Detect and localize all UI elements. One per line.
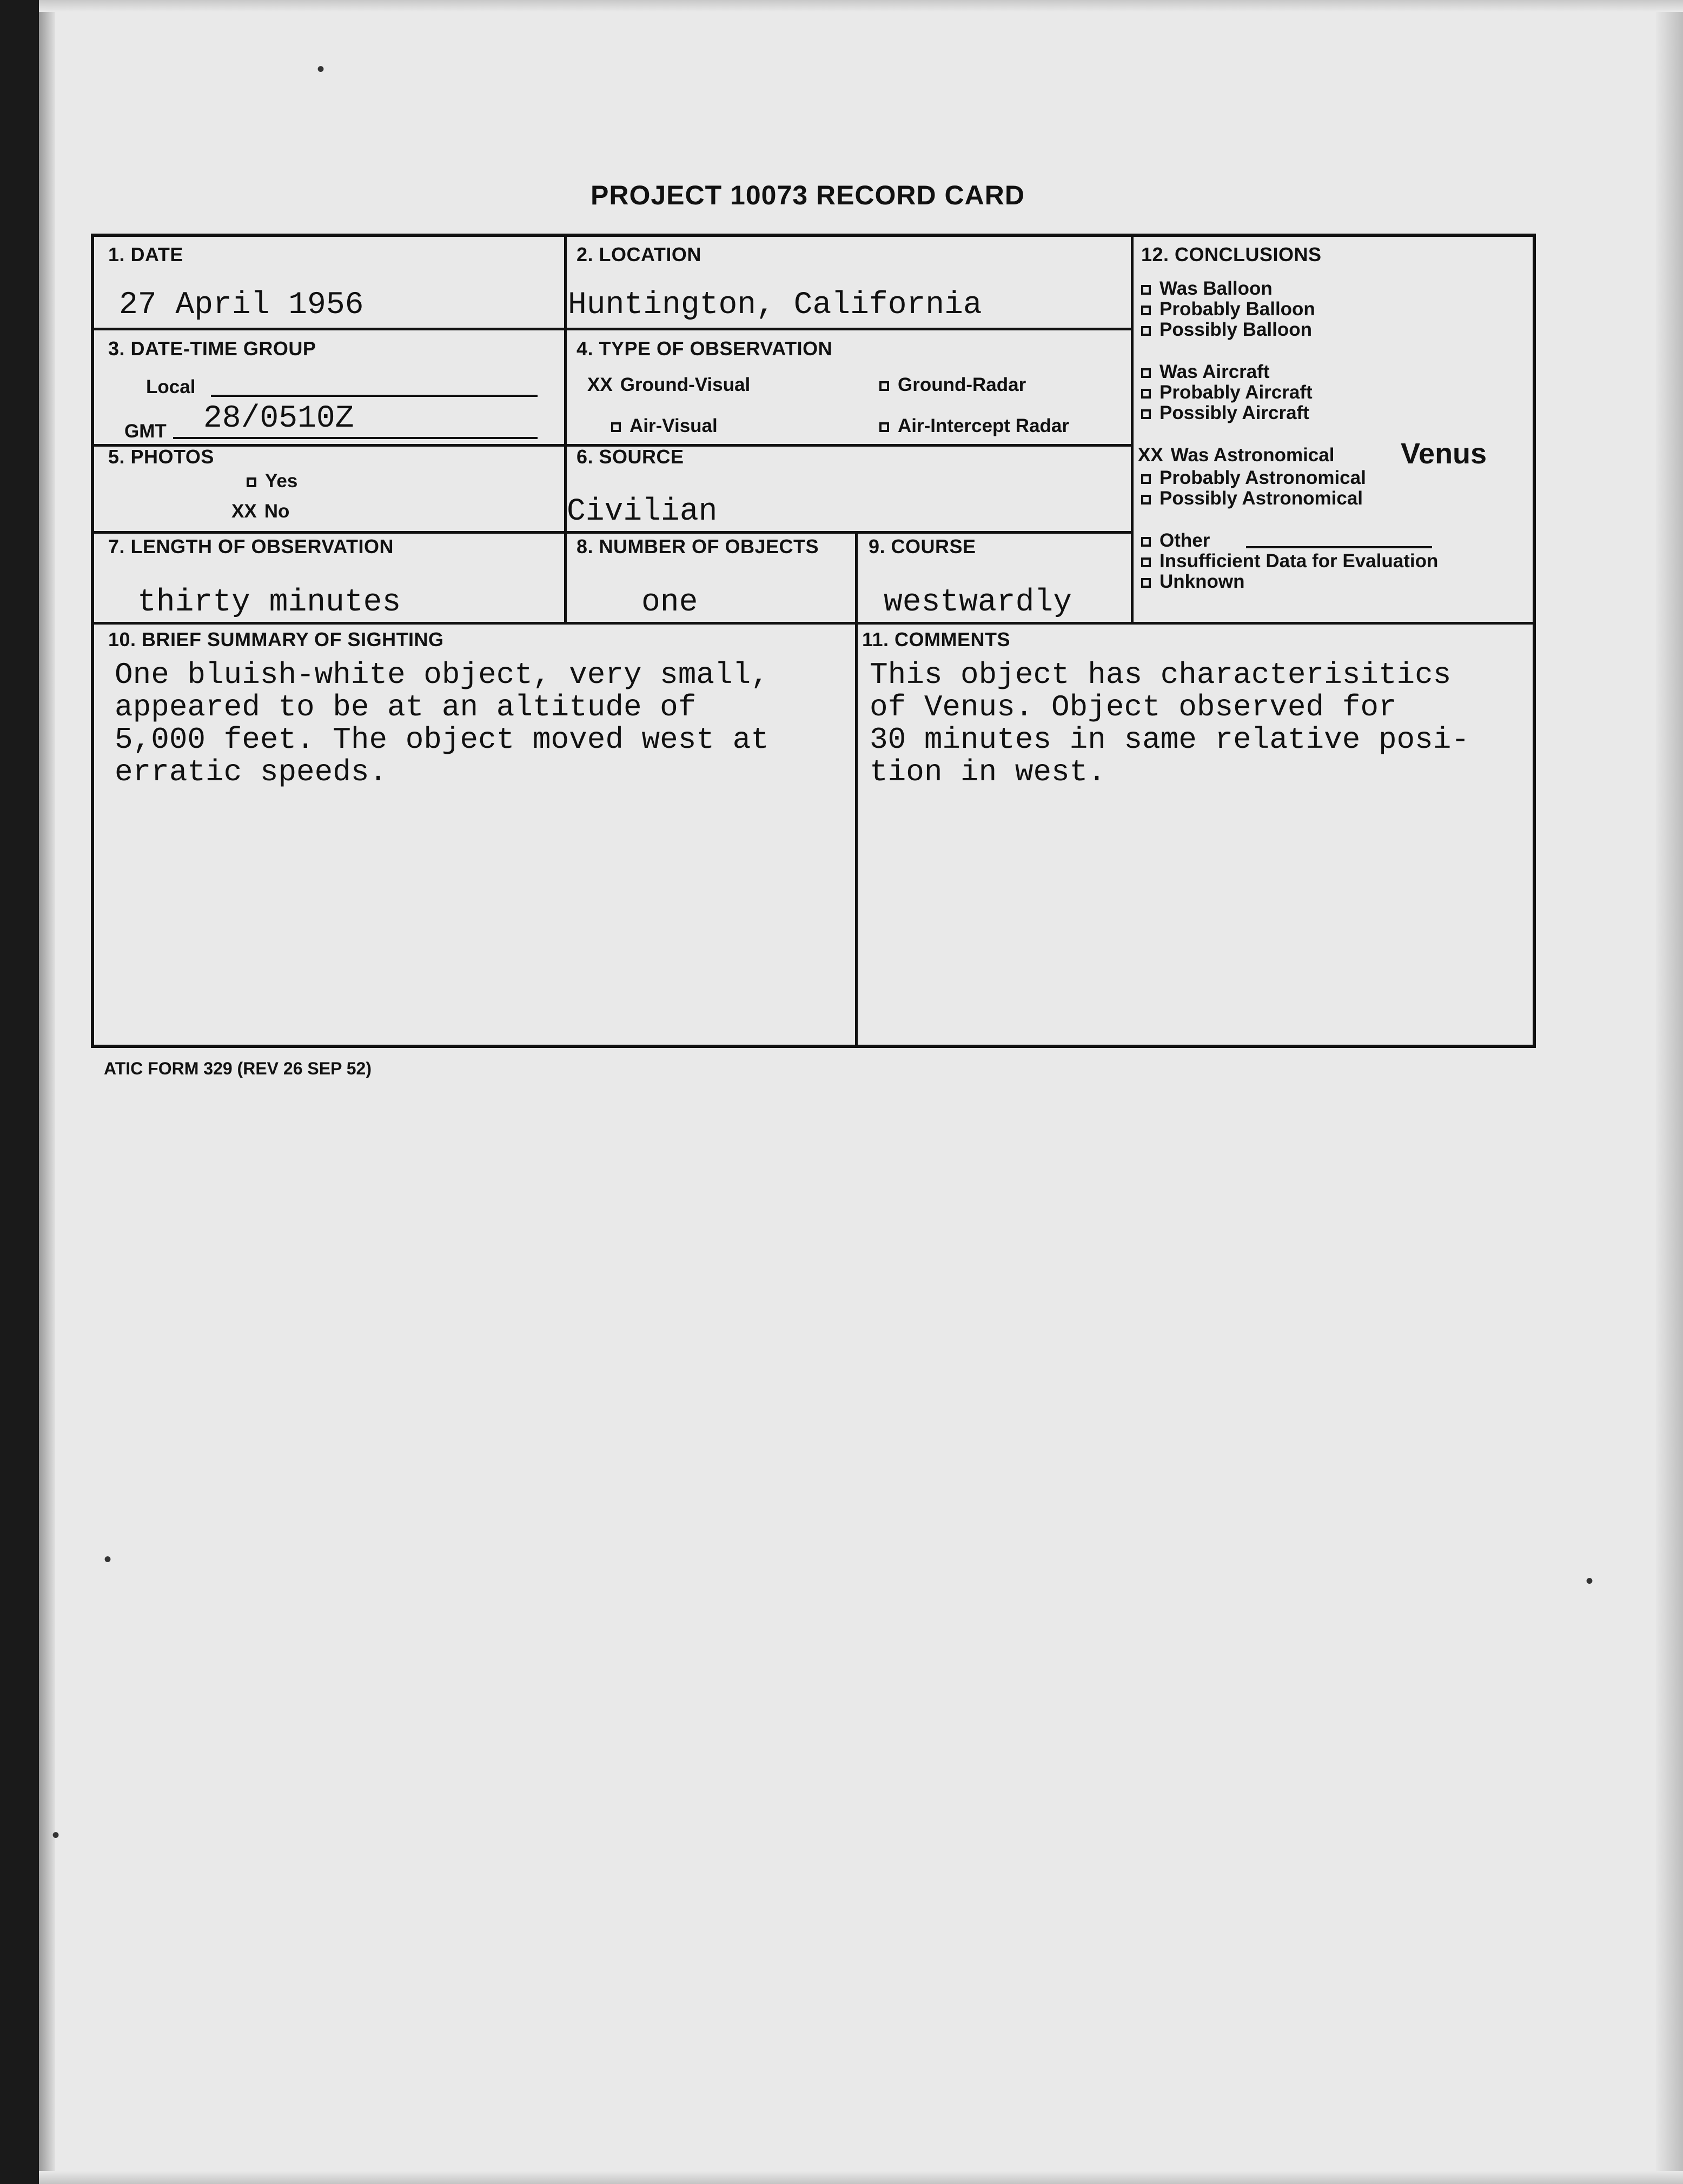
photos-label: 5. PHOTOS [108, 446, 214, 468]
other-field-line [1246, 546, 1432, 548]
conclusion-item [1141, 488, 1363, 509]
conclusion-item [1141, 319, 1312, 341]
local-label: Local [146, 376, 196, 397]
checkbox [1141, 326, 1151, 336]
checkbox [1141, 368, 1151, 378]
conclusion-item [1141, 278, 1273, 300]
checkbox [1141, 306, 1151, 315]
summary-label: 10. BRIEF SUMMARY OF SIGHTING [108, 628, 444, 650]
checkbox-ground-radar [879, 381, 889, 391]
checkbox-astronomical-mark: XX [1138, 444, 1163, 466]
scan-speck: • [1586, 1569, 1594, 1593]
conclusion-item [1141, 361, 1270, 383]
option-ground-visual-label: Ground-Visual [620, 374, 751, 395]
option-air-visual-label: Air-Visual [630, 415, 718, 436]
conclusion-item [1141, 402, 1309, 424]
scan-speck: • [317, 57, 325, 81]
column-divider [564, 237, 567, 622]
checkbox [1141, 578, 1151, 588]
option-ground-visual [587, 374, 750, 396]
objects-value: one [641, 585, 698, 620]
page-title: PROJECT 10073 RECORD CARD [591, 180, 1025, 210]
checkbox-ground-visual-mark: XX [587, 374, 613, 395]
conclusions-label: 12. CONCLUSIONS [1141, 243, 1322, 265]
photos-no [231, 501, 289, 522]
length-label: 7. LENGTH OF OBSERVATION [108, 535, 394, 557]
row-divider [94, 531, 1134, 534]
option-air-visual [611, 415, 718, 437]
source-label: 6. SOURCE [577, 446, 684, 468]
course-label: 9. COURSE [869, 535, 976, 557]
checkbox-air-visual [611, 422, 621, 432]
observation-type-label: 4. TYPE OF OBSERVATION [577, 337, 833, 360]
checkbox [1141, 474, 1151, 484]
column-divider [1131, 237, 1134, 622]
conclusion-item-label: Insufficient Data for Evaluation [1159, 550, 1439, 572]
option-air-intercept-radar [879, 415, 1069, 437]
conclusion-item-label: Other [1159, 530, 1210, 551]
checkbox [1141, 389, 1151, 399]
photos-yes [247, 470, 297, 492]
conclusion-item [1141, 550, 1438, 572]
conclusion-item [1141, 571, 1244, 593]
column-divider [855, 531, 858, 1046]
scan-right-border [1656, 0, 1683, 2184]
option-ground-radar [879, 374, 1026, 396]
comments-label: 11. COMMENTS [862, 628, 1011, 650]
checkbox-photos-yes [247, 477, 256, 487]
gmt-value: 28/0510Z [203, 401, 354, 436]
conclusion-item-label: Unknown [1159, 571, 1245, 592]
conclusion-item-label: Was Aircraft [1159, 361, 1270, 382]
conclusion-item-label: Possibly Aircraft [1159, 402, 1309, 423]
scan-speck: • [104, 1548, 112, 1571]
length-value: thirty minutes [137, 585, 401, 620]
row-divider [94, 622, 1534, 625]
location-value: Huntington, California [568, 288, 982, 323]
scan-top-border [39, 0, 1683, 12]
source-value: Civilian [567, 494, 718, 529]
summary-text: One bluish-white object, very small, appeared to be at an altitude of 5,000 feet. The object moved west at erratic speeds. [115, 658, 769, 789]
form-footer: ATIC FORM 329 (REV 26 SEP 52) [104, 1059, 372, 1078]
location-label: 2. LOCATION [577, 243, 701, 265]
option-ground-radar-label: Ground-Radar [898, 374, 1026, 395]
checkbox-air-intercept-radar [879, 422, 889, 432]
checkbox [1141, 285, 1151, 295]
gmt-field-line [173, 437, 538, 439]
conclusion-item [1141, 530, 1210, 552]
astronomical-note: Venus [1401, 437, 1487, 470]
option-air-intercept-radar-label: Air-Intercept Radar [898, 415, 1070, 436]
checkbox [1141, 537, 1151, 547]
conclusion-item-label: Possibly Astronomical [1159, 488, 1363, 509]
scan-left-border [0, 0, 39, 2184]
conclusion-item-label: Probably Astronomical [1159, 467, 1366, 488]
photos-no-label: No [264, 501, 290, 522]
scan-left-shadow [39, 0, 55, 2184]
conclusion-item-astronomical [1138, 444, 1334, 466]
checkbox-photos-no-mark: XX [231, 501, 257, 522]
objects-label: 8. NUMBER OF OBJECTS [577, 535, 819, 557]
conclusion-item [1141, 382, 1313, 403]
checkbox [1141, 495, 1151, 504]
conclusion-item-label: Possibly Balloon [1159, 319, 1312, 340]
date-label: 1. DATE [108, 243, 183, 265]
comments-text: This object has characterisitics of Venus. Object observed for 30 minutes in same relative posi- tion in west. [870, 658, 1469, 789]
record-card [91, 234, 1536, 1048]
conclusion-item-label: Probably Aircraft [1159, 382, 1313, 403]
local-field-line [211, 395, 538, 397]
gmt-label: GMT [124, 421, 167, 442]
conclusion-item-label: Probably Balloon [1159, 298, 1315, 320]
date-value: 27 April 1956 [119, 288, 364, 323]
checkbox [1141, 557, 1151, 567]
conclusion-item-label: Was Balloon [1159, 278, 1273, 299]
photos-yes-label: Yes [265, 470, 298, 492]
conclusion-item [1141, 467, 1366, 489]
course-value: westwardly [884, 585, 1072, 620]
dtg-label: 3. DATE-TIME GROUP [108, 337, 316, 360]
scan-bottom-border [39, 2171, 1683, 2184]
conclusion-item-label: Was Astronomical [1170, 444, 1335, 466]
row-divider [94, 328, 1134, 330]
conclusion-item [1141, 298, 1315, 320]
checkbox [1141, 409, 1151, 419]
scan-speck: • [52, 1823, 60, 1847]
